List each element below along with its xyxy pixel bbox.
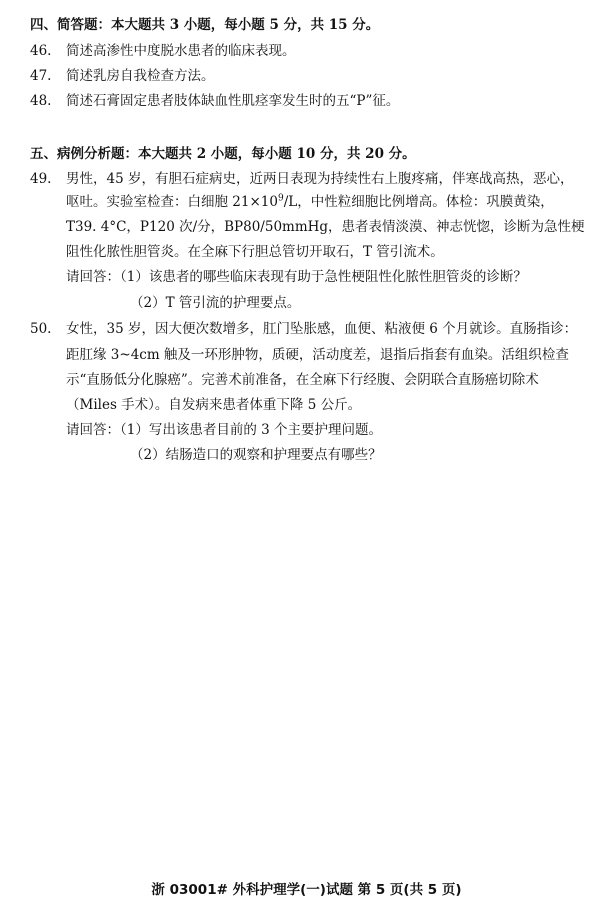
ask-text: （1）该患者的哪些临床表现有助于急性梗阻性化脓性胆管炎的诊断？ <box>120 269 527 285</box>
page-footer: 浙 03001# 外科护理学(一)试题 第 5 页(共 5 页) <box>151 882 462 898</box>
ask-label: 请回答： <box>66 422 120 438</box>
case-text: 呕吐。实验室检查：白细胞 21×10 <box>66 194 278 210</box>
question-number: 48. <box>30 93 52 109</box>
section-4-title: 四、简答题：本大题共 3 小题，每小题 5 分，共 15 分。 <box>30 17 380 33</box>
question-48 <box>30 92 600 110</box>
question-50-line-3: 示“直肠低分化腺癌”。完善术前准备，在全麻下行经腹、会阴联合直肠癌切除术 <box>66 372 539 388</box>
case-text: 男性，45 岁，有胆石症病史，近两日表现为持续性右上腹疼痛，伴寒战高热，恶心， <box>66 171 574 187</box>
question-number: 46. <box>30 43 52 59</box>
question-49-ask-1 <box>66 268 600 286</box>
question-49-line-2 <box>66 193 600 211</box>
question-text: 简述石膏固定患者肢体缺血性肌痉挛发生时的五“P”征。 <box>66 93 400 109</box>
question-number: 50. <box>30 321 52 337</box>
case-text: 女性，35 岁，因大便次数增多，肛门坠胀感，血便、粘液便 6 个月就诊。直肠指诊： <box>66 321 578 337</box>
question-text: 简述高渗性中度脱水患者的临床表现。 <box>66 43 296 59</box>
ask-label: 请回答： <box>66 269 120 285</box>
question-50-ask-2: （2）结肠造口的观察和护理要点有哪些？ <box>130 447 382 463</box>
question-49-ask-2: （2）T 管引流的护理要点。 <box>130 295 301 311</box>
question-50-ask-1 <box>66 421 600 439</box>
question-number: 49. <box>30 171 52 187</box>
question-50-line-1 <box>30 320 600 338</box>
question-47 <box>30 67 600 85</box>
question-49-line-3: T39. 4°C，P120 次/分，BP80/50mmHg，患者表情淡漠、神志恍惚，诊断为急性梗 <box>66 219 585 235</box>
section-5-title: 五、病例分析题：本大题共 2 小题，每小题 10 分，共 20 分。 <box>30 146 416 162</box>
question-50-line-4: （Miles 手术）。自发病来患者体重下降 5 公斤。 <box>66 397 362 413</box>
ask-text: （1）写出该患者目前的 3 个主要护理问题。 <box>120 422 383 438</box>
question-number: 47. <box>30 68 52 84</box>
question-49-line-4: 阻性化脓性胆管炎。在全麻下行胆总管切开取石，T 管引流术。 <box>66 244 444 260</box>
case-text: /L，中性粒细胞比例增高。体检：巩膜黄染， <box>283 194 554 210</box>
wbc-exponent: 9 <box>277 193 284 204</box>
question-50-line-2: 距肛缘 3~4cm 触及一环形肿物，质硬，活动度差，退指后指套有血染。活组织检查 <box>66 347 569 363</box>
question-46 <box>30 42 600 60</box>
question-text: 简述乳房自我检查方法。 <box>66 68 215 84</box>
question-49-line-1 <box>30 170 600 188</box>
